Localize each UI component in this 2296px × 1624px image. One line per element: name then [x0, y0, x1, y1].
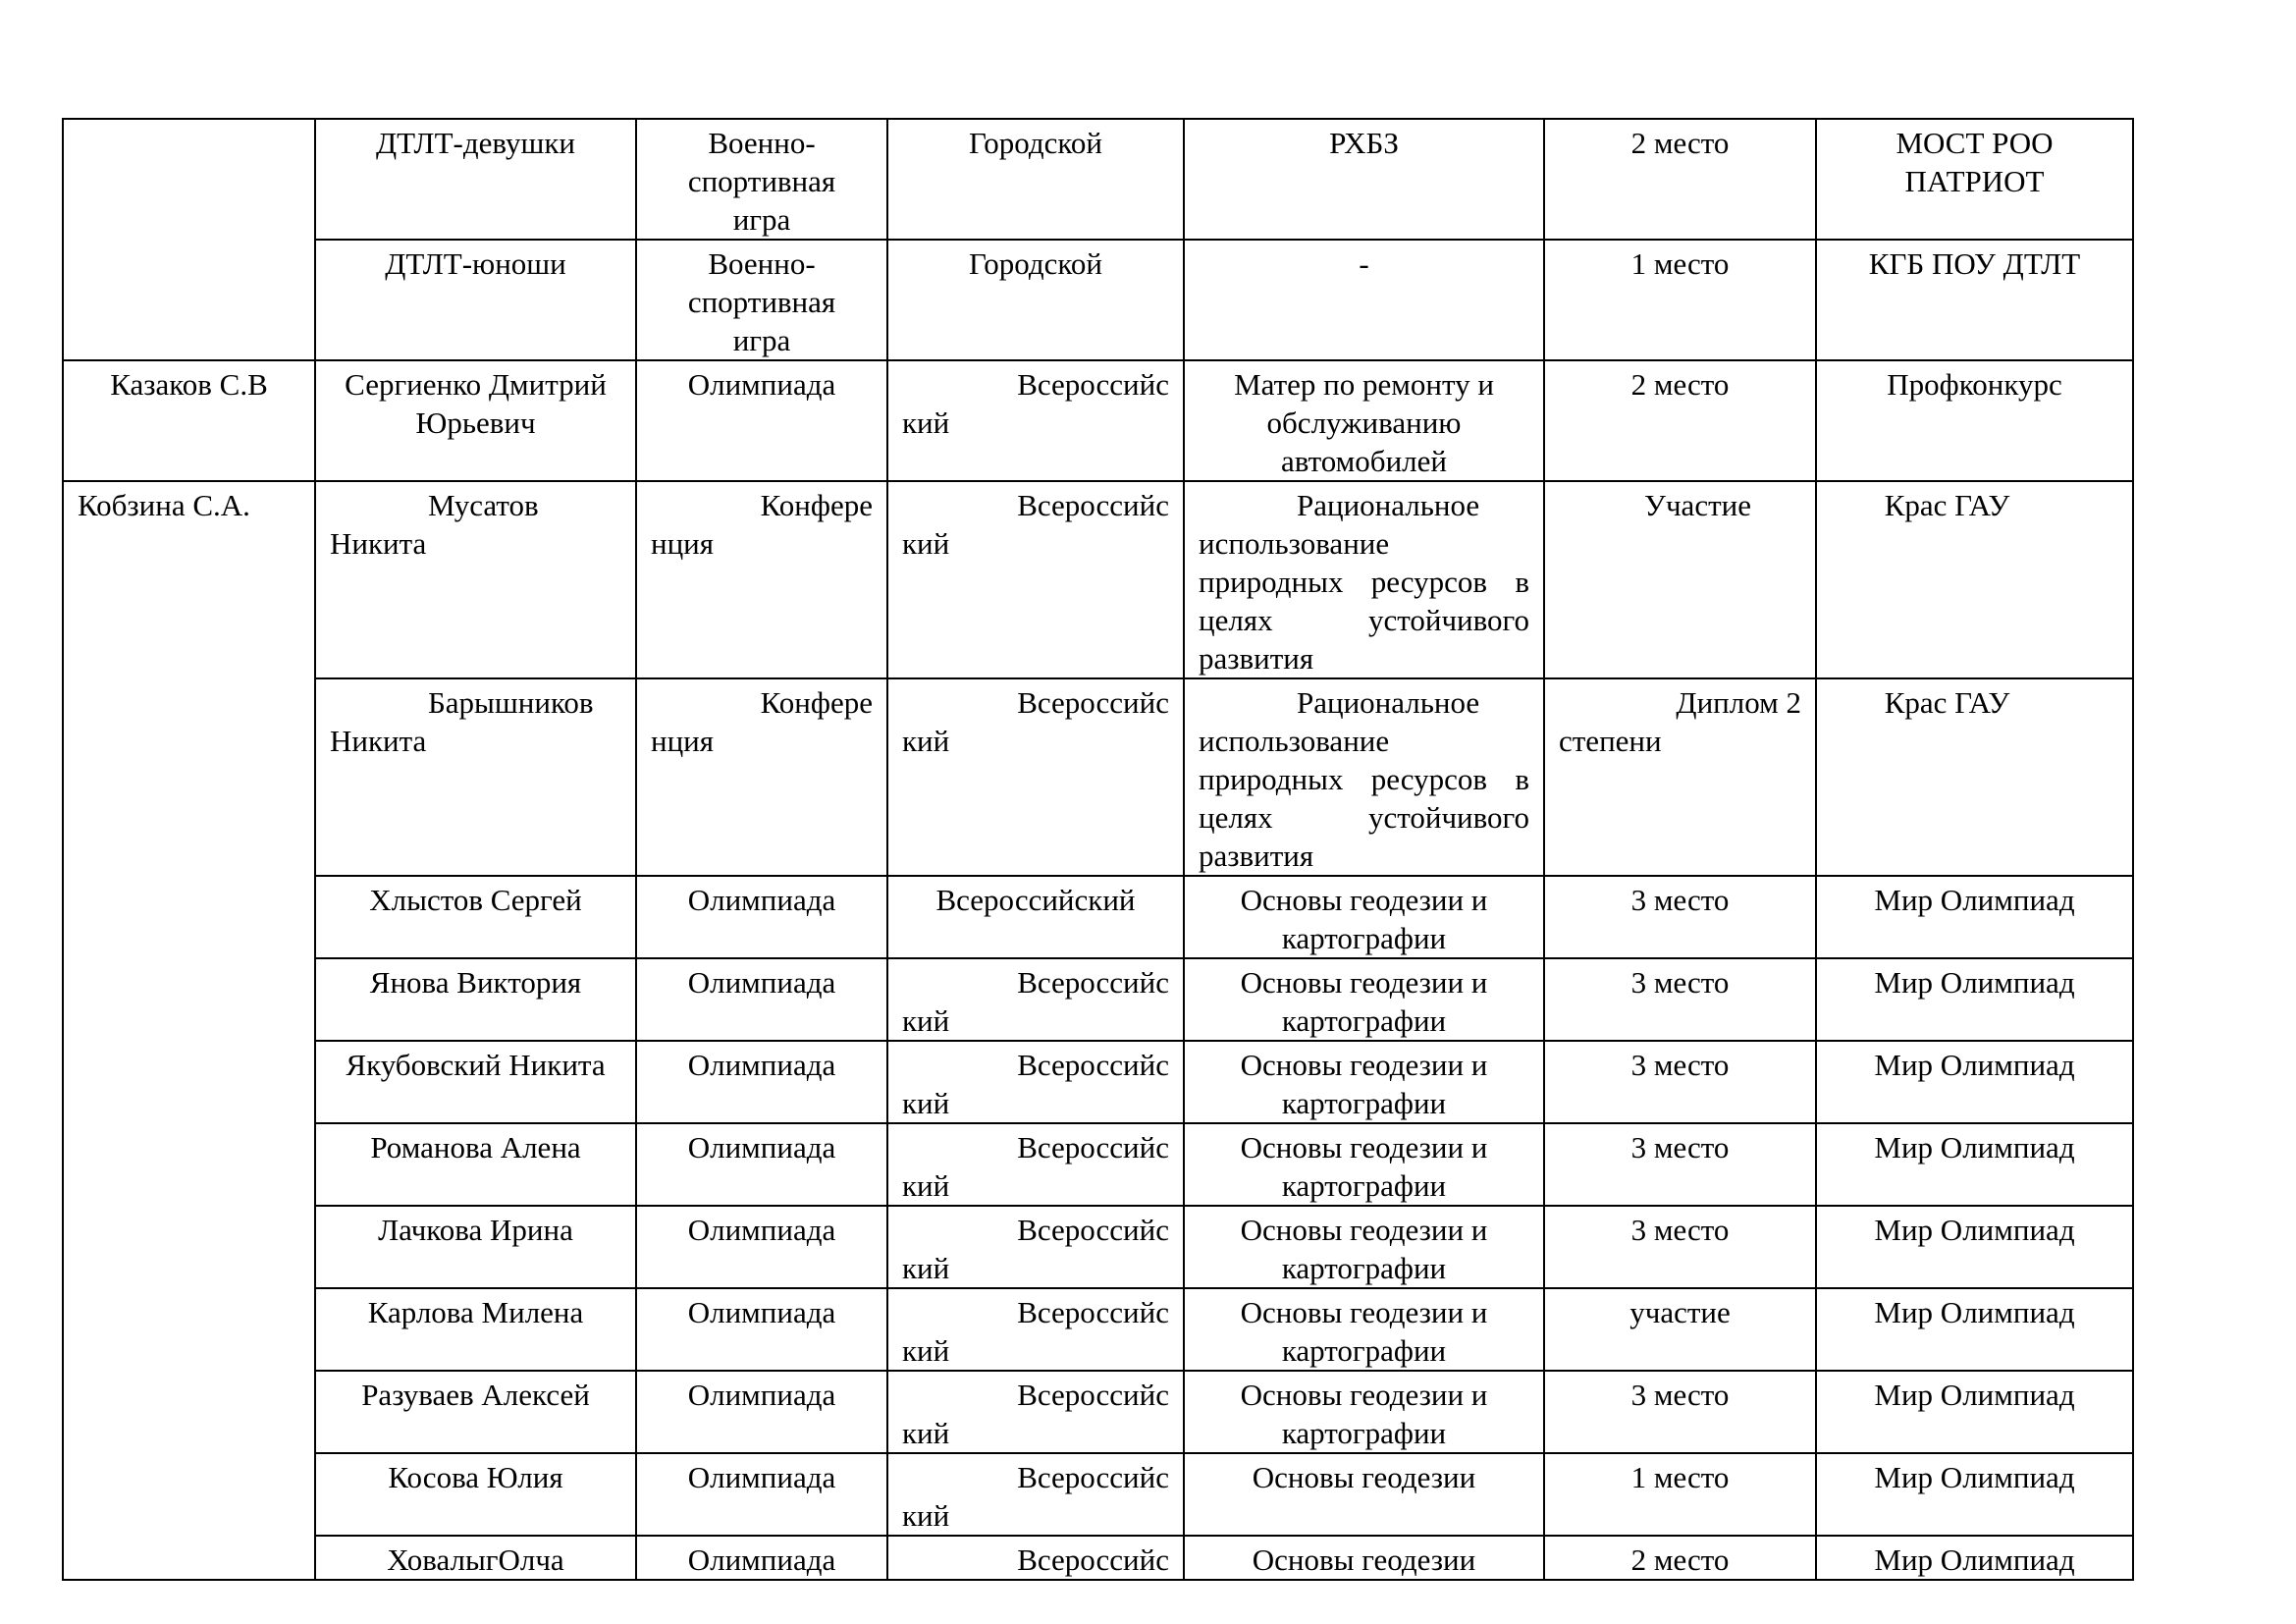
organizer-cell: МОСТ РОО ПАТРИОТ — [1816, 119, 2133, 240]
organizer-cell: Мир Олимпиад — [1816, 1371, 2133, 1453]
level-cell — [887, 481, 1184, 678]
organizer-cell: Крас ГАУ — [1816, 481, 2133, 678]
participant-cell: Романова Алена — [315, 1123, 636, 1206]
level-cell: Городской — [887, 240, 1184, 360]
table-row — [63, 1288, 2133, 1371]
participant-cell: Косова Юлия — [315, 1453, 636, 1536]
level-part-2: кий — [902, 1251, 950, 1285]
table-row — [63, 1206, 2133, 1288]
subject-cell: - — [1184, 240, 1544, 360]
teacher-cell — [63, 119, 315, 360]
level-part-1: Всероссийс — [1017, 367, 1169, 402]
event-type-cell: Олимпиада — [636, 958, 887, 1041]
result-cell: 3 место — [1544, 1041, 1816, 1123]
level-cell — [887, 1288, 1184, 1371]
level-part-2: кий — [902, 1003, 950, 1038]
subject-part-1: Рациональное — [1297, 488, 1480, 522]
level-part-2: кий — [902, 724, 950, 758]
subject-part-2: использование природных ресурсов в целях устойчивого развития — [1199, 724, 1529, 873]
table-row — [63, 119, 2133, 240]
table-row — [63, 1041, 2133, 1123]
event-type-cell: Олимпиада — [636, 1453, 887, 1536]
result-cell: 3 место — [1544, 876, 1816, 958]
result-cell: 3 место — [1544, 1123, 1816, 1206]
level-part-2: кий — [902, 1086, 950, 1120]
event-type-cell: Олимпиада — [636, 1536, 887, 1580]
level-part-1: Всероссийс — [1017, 685, 1169, 720]
event-type-cell: Олимпиада — [636, 1041, 887, 1123]
result-cell: участие — [1544, 1288, 1816, 1371]
participant-part-2: Никита — [330, 526, 427, 561]
participant-cell: Якубовский Никита — [315, 1041, 636, 1123]
participant-cell: Карлова Милена — [315, 1288, 636, 1371]
level-part-2: кий — [902, 1168, 950, 1203]
organizer-cell: КГБ ПОУ ДТЛТ — [1816, 240, 2133, 360]
level-part-2: кий — [902, 1333, 950, 1368]
subject-cell: Основы геодезии и картографии — [1184, 958, 1544, 1041]
subject-cell: Матер по ремонту и обслуживанию автомобилей — [1184, 360, 1544, 481]
level-part-2: кий — [902, 1416, 950, 1450]
participant-cell: Сергиенко Дмитрий Юрьевич — [315, 360, 636, 481]
event-type-cell — [636, 481, 887, 678]
organizer-cell: Крас ГАУ — [1816, 678, 2133, 876]
organizer-cell: Мир Олимпиад — [1816, 1536, 2133, 1580]
level-part-2: кий — [902, 406, 950, 440]
level-cell — [887, 678, 1184, 876]
result-cell: 3 место — [1544, 958, 1816, 1041]
participant-cell: ДТЛТ-юноши — [315, 240, 636, 360]
event-type-cell: Олимпиада — [636, 876, 887, 958]
event-type-cell: Военно-спортивная игра — [636, 240, 887, 360]
event-type-part-2: нция — [651, 526, 715, 561]
participant-cell: ХовалыгОлча — [315, 1536, 636, 1580]
organizer-cell: Профконкурс — [1816, 360, 2133, 481]
table-row — [63, 1536, 2133, 1580]
organizer-cell: Мир Олимпиад — [1816, 876, 2133, 958]
level-cell: Городской — [887, 119, 1184, 240]
subject-cell: Основы геодезии и картографии — [1184, 1206, 1544, 1288]
event-type-cell: Олимпиада — [636, 1123, 887, 1206]
level-cell — [887, 1536, 1184, 1580]
event-type-part-1: Конфере — [760, 488, 873, 522]
organizer-cell: Мир Олимпиад — [1816, 1288, 2133, 1371]
level-part-1: Всероссийс — [1017, 1213, 1169, 1247]
result-cell: 2 место — [1544, 119, 1816, 240]
subject-cell: РХБЗ — [1184, 119, 1544, 240]
level-cell — [887, 1041, 1184, 1123]
participant-cell: Хлыстов Сергей — [315, 876, 636, 958]
level-part-1: Всероссийс — [1017, 1130, 1169, 1164]
result-cell: 1 место — [1544, 240, 1816, 360]
subject-cell: Основы геодезии и картографии — [1184, 1041, 1544, 1123]
table-row — [63, 1371, 2133, 1453]
level-cell: Всероссийский — [887, 876, 1184, 958]
level-part-1: Всероссийс — [1017, 965, 1169, 1000]
event-type-cell — [636, 678, 887, 876]
subject-cell — [1184, 481, 1544, 678]
participant-part-1: Барышников — [428, 685, 594, 720]
level-part-1: Всероссийс — [1017, 488, 1169, 522]
level-part-1: Всероссийс — [1017, 1460, 1169, 1494]
level-cell — [887, 1206, 1184, 1288]
event-type-cell: Военно-спортивная игра — [636, 119, 887, 240]
level-cell — [887, 1453, 1184, 1536]
level-part-1: Всероссийс — [1017, 1378, 1169, 1412]
level-part-1: Всероссийс — [1017, 1543, 1169, 1577]
event-type-part-1: Конфере — [760, 685, 873, 720]
event-type-cell: Олимпиада — [636, 1371, 887, 1453]
result-cell: 2 место — [1544, 360, 1816, 481]
level-part-1: Всероссийс — [1017, 1048, 1169, 1082]
level-part-1: Всероссийс — [1017, 1295, 1169, 1329]
level-cell — [887, 958, 1184, 1041]
level-cell — [887, 1123, 1184, 1206]
level-part-2: кий — [902, 526, 950, 561]
participant-part-1: Мусатов — [428, 488, 539, 522]
result-cell: Участие — [1544, 481, 1816, 678]
organizer-cell: Мир Олимпиад — [1816, 958, 2133, 1041]
result-cell: 3 место — [1544, 1206, 1816, 1288]
participant-part-2: Никита — [330, 724, 427, 758]
participant-cell: Лачкова Ирина — [315, 1206, 636, 1288]
event-type-cell: Олимпиада — [636, 1288, 887, 1371]
subject-cell — [1184, 678, 1544, 876]
result-cell: 1 место — [1544, 1453, 1816, 1536]
subject-part-2: использование природных ресурсов в целях устойчивого развития — [1199, 526, 1529, 676]
table-row — [63, 1123, 2133, 1206]
result-cell — [1544, 678, 1816, 876]
participant-cell: Разуваев Алексей — [315, 1371, 636, 1453]
event-type-cell: Олимпиада — [636, 1206, 887, 1288]
organizer-cell: Мир Олимпиад — [1816, 1123, 2133, 1206]
event-type-cell: Олимпиада — [636, 360, 887, 481]
subject-cell: Основы геодезии и картографии — [1184, 1288, 1544, 1371]
level-cell — [887, 360, 1184, 481]
result-part-1: Диплом 2 — [1676, 685, 1801, 720]
table-row — [63, 958, 2133, 1041]
results-table — [62, 118, 2134, 1581]
teacher-cell: Кобзина С.А. — [63, 481, 315, 1580]
subject-cell: Основы геодезии и картографии — [1184, 1123, 1544, 1206]
table-row — [63, 481, 2133, 678]
teacher-cell: Казаков С.В — [63, 360, 315, 481]
result-part-2: степени — [1559, 724, 1662, 758]
participant-cell: ДТЛТ-девушки — [315, 119, 636, 240]
subject-cell: Основы геодезии — [1184, 1453, 1544, 1536]
level-cell — [887, 1371, 1184, 1453]
subject-cell: Основы геодезии — [1184, 1536, 1544, 1580]
event-type-part-2: нция — [651, 724, 715, 758]
participant-cell: Янова Виктория — [315, 958, 636, 1041]
table-row — [63, 678, 2133, 876]
table-row — [63, 360, 2133, 481]
subject-cell: Основы геодезии и картографии — [1184, 876, 1544, 958]
table-row — [63, 876, 2133, 958]
organizer-cell: Мир Олимпиад — [1816, 1206, 2133, 1288]
table-row — [63, 240, 2133, 360]
subject-part-1: Рациональное — [1297, 685, 1480, 720]
participant-cell — [315, 678, 636, 876]
table-row — [63, 1453, 2133, 1536]
subject-cell: Основы геодезии и картографии — [1184, 1371, 1544, 1453]
level-part-2: кий — [902, 1498, 950, 1533]
participant-cell — [315, 481, 636, 678]
organizer-cell: Мир Олимпиад — [1816, 1041, 2133, 1123]
result-cell: 3 место — [1544, 1371, 1816, 1453]
organizer-cell: Мир Олимпиад — [1816, 1453, 2133, 1536]
result-cell: 2 место — [1544, 1536, 1816, 1580]
